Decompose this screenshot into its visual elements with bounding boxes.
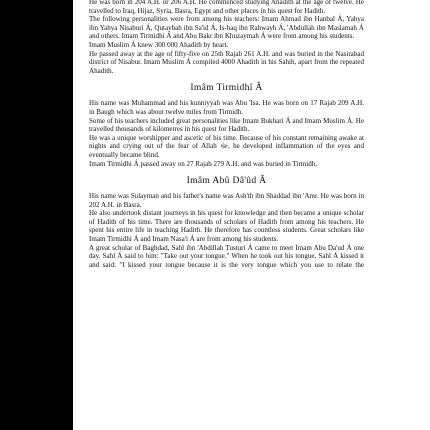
imam-tirmidhi-death-paragraph: Imam Tirmidhi Á passed away on 27 Rajab 279 A.H. and was buried in Tirmidh. xyxy=(89,159,318,168)
imam-muslim-memory-paragraph: Imam Muslim Á knew 300 000 Ahadith by heart. xyxy=(89,40,229,49)
imam-muslim-teachers-paragraph: The following personalities were from among his teachers: Imam Ahmad ibn Hanbal Á, Yahya ibn Yahya Nisaburi Á, Qutaybah ibn Sa'id Á, Is-haq ibn Rahwayh Á, 'Abdullah ibn Maslamah Á and others. Imam Tirmidhi Á and Abu Bakr ibn Khuzaymah Á were from among his students. xyxy=(89,15,364,41)
imam-abu-daud-heading: Imâm Abû Dâ'ûd Â xyxy=(186,175,267,187)
imam-muslim-birth-paragraph: He was born in 204 A.H. or 206 A.H. He commenced studying Ahadith at the age of twelve. He travelled to Iraq, Hijaz, Syria, Basra, Egypt and other places in his quest for Hadith. xyxy=(89,0,364,15)
imam-abu-daud-birth-paragraph: His name was Sulayman and his father's name was Ash'th ibn Shaddad ibn 'Amr. He was born in 202 A.H. in Basra. xyxy=(89,192,364,209)
imam-tirmidhi-teachers-paragraph: Some of his teachers included great personalities like Imam Bukhari Á and Imam Muslim Á. He travelled thousands of kilometres in his quest for Hadith. xyxy=(89,116,364,134)
imam-abu-daud-journeys-paragraph: He also undertook distant journeys in his quest for knowledge and then became a unique scholar of Hadith of his time. There are thousands of scholars of Hadith from among his teachers. He spent his entire life in teaching Hadith. He therefore has countless students. Great scholars like Imam Tirmidhi Á and Imam Nasa'i Á are from among his students. xyxy=(89,209,364,244)
imam-tirmidhi-worship-paragraph: He was a unique worshipper and ascetic of his time. Because of his constant remaining awake at nights and crying out of the fear of Allah ﷻ, he developed inflammation of the eyes and eventually became blind. xyxy=(89,133,364,159)
imam-muslim-death-paragraph: He passed away at the age of fifty-five on 25th Rajab 261 A.H. and was buried in the Nasirabad district of Nisabur. Imam Muslim Á compiled 4000 Ahadith in his Sahih, apart from the repeated Ahadith. xyxy=(89,49,364,75)
imam-abu-daud-sahl-paragraph: A great scholar of Baghdad, Sahl ibn 'Abdillah Tusturi Á came to meet Imam Abu Da'ud Á one day. Sahl Á said to him: "Take out your tongue." When he took out his tongue, Sahl Á kissed it and said: "I kissed your tongue because it is the very tongue which you use to relate the xyxy=(89,243,364,269)
page-content xyxy=(89,0,364,269)
imam-tirmidhi-birth-paragraph: His name was Muhammad and his kunniyyah was Abu 'Isa. He was born on 17 Rajab 209 A.H. in Baugh which was about twelve miles from Tirmidh. xyxy=(89,99,364,116)
book-page xyxy=(73,0,430,430)
imam-tirmidhi-heading: Imâm Tirmidhî Â xyxy=(190,82,263,94)
